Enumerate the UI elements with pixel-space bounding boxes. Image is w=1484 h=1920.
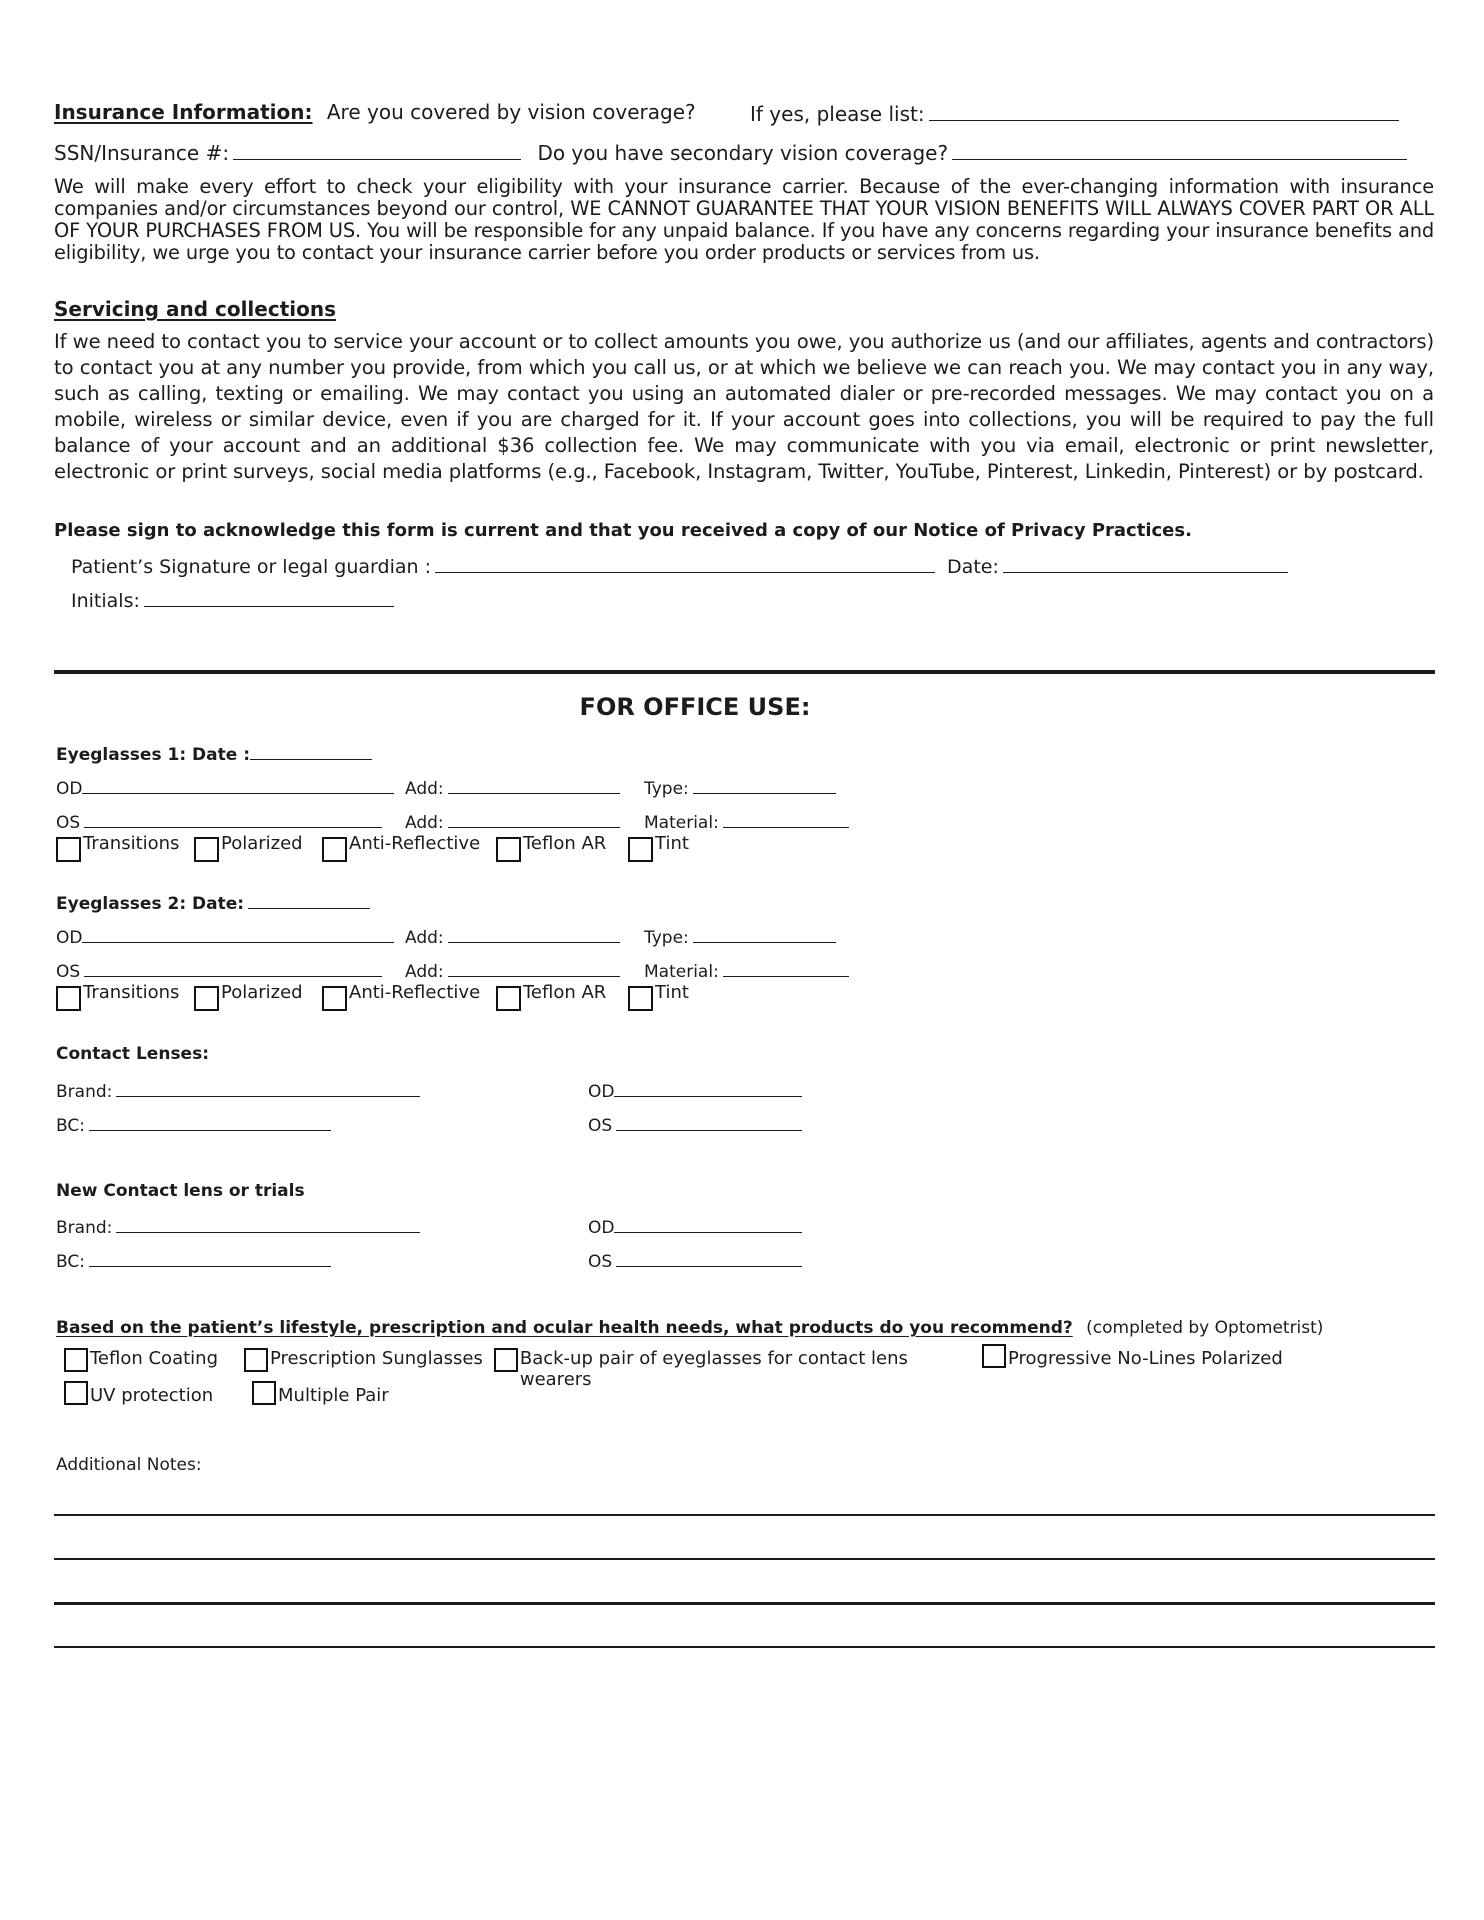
signature-row — [71, 553, 1288, 578]
checkbox-icon[interactable] — [496, 837, 521, 862]
add-label: Add: — [405, 779, 444, 799]
contact-od-row — [588, 1079, 802, 1102]
notes-line[interactable] — [54, 1646, 1435, 1648]
recommend-backup-pair[interactable] — [494, 1348, 982, 1390]
eyeglasses-2-date-field[interactable] — [248, 891, 370, 909]
eyeglasses-1-add-os — [405, 810, 620, 833]
eyeglasses-2-material — [644, 959, 849, 982]
option-label: Tint — [655, 982, 689, 1003]
coverage-list-row — [750, 100, 1399, 126]
contact-os-row — [588, 1113, 802, 1136]
option-label: Teflon AR — [523, 982, 607, 1003]
eyeglasses-2-os-field[interactable] — [84, 959, 382, 977]
notes-line[interactable] — [54, 1558, 1435, 1560]
material-label: Material: — [644, 962, 719, 982]
os-label: OS — [56, 813, 81, 833]
secondary-coverage-field[interactable] — [952, 139, 1407, 160]
brand-label: Brand: — [56, 1218, 113, 1238]
type-label: Type: — [644, 779, 689, 799]
eyeglasses-1-date-field[interactable] — [250, 742, 372, 760]
add-label: Add: — [405, 928, 444, 948]
eyeglasses-1-od-row — [56, 776, 394, 799]
servicing-body: If we need to contact you to service your account or to collect amounts you owe, you authorize us (and our affiliates, agents and contractors) to contact you at any number you provide, from which you call us, or at which we believe we can reach you. We may contact you in any way, such as calling, texting or emailing. We may contact you using an automated dialer or pre-recorded messages. We may contact you on a mobile, wireless or similar device, even if you are charged for it. If your account goes into collections, you will be required to pay the full balance of your account and an additional $36 collection fee. We may communicate with you via email, electronic or print newsletter, electronic or print surveys, social media platforms (e.g., Facebook, Instagram, Twitter, YouTube, Pinterest, Linkedin, Pinterest) or by postcard. — [54, 330, 1434, 483]
bc-label: BC: — [56, 1252, 85, 1272]
option-label: Transitions — [83, 982, 180, 1003]
recommend-options-row-1 — [64, 1348, 1283, 1390]
new-contact-od-field[interactable] — [614, 1215, 802, 1233]
notes-line[interactable] — [54, 1602, 1435, 1605]
option-label: Progressive No-Lines Polarized — [1008, 1348, 1283, 1369]
servicing-heading: Servicing and collections — [54, 297, 336, 321]
contact-od-field[interactable] — [614, 1079, 802, 1097]
initials-row — [71, 587, 394, 612]
eyeglasses-2-os-row — [56, 959, 382, 982]
bc-label: BC: — [56, 1116, 85, 1136]
recommend-row — [56, 1318, 1323, 1338]
option-tint[interactable] — [628, 982, 689, 1011]
eyeglasses-1-material — [644, 810, 849, 833]
option-label: Polarized — [221, 833, 303, 854]
eyeglasses-2-options — [56, 982, 689, 1011]
coverage-list-field[interactable] — [929, 100, 1399, 121]
od-label: OD — [588, 1082, 615, 1102]
recommend-uv-protection[interactable] — [64, 1385, 252, 1406]
option-label: Polarized — [221, 982, 303, 1003]
eyeglasses-1-options — [56, 833, 689, 862]
add-label: Add: — [405, 962, 444, 982]
recommend-teflon-coating[interactable] — [64, 1348, 244, 1372]
option-label: Prescription Sunglasses — [270, 1348, 483, 1369]
option-tint[interactable] — [628, 833, 689, 862]
option-label: Tint — [655, 833, 689, 854]
option-polarized[interactable] — [194, 833, 322, 862]
office-use-title: FOR OFFICE USE: — [579, 693, 811, 721]
eyeglasses-2-heading — [56, 891, 370, 914]
os-label: OS — [588, 1252, 613, 1272]
ssn-field[interactable] — [233, 139, 521, 160]
checkbox-icon[interactable] — [628, 986, 653, 1011]
recommend-multiple-pair[interactable] — [252, 1385, 389, 1406]
new-contact-brand-row — [56, 1215, 420, 1238]
signature-label: Patient’s Signature or legal guardian : — [71, 556, 431, 578]
os-label: OS — [588, 1116, 613, 1136]
checkbox-icon[interactable] — [194, 986, 219, 1011]
checkbox-icon[interactable] — [252, 1381, 276, 1405]
eyeglasses-1-type — [644, 776, 836, 799]
eyeglasses-2-type-field[interactable] — [693, 925, 836, 943]
contact-os-field[interactable] — [616, 1113, 802, 1131]
eyeglasses-2-material-field[interactable] — [723, 959, 849, 977]
eyeglasses-2-add-os — [405, 959, 620, 982]
new-contact-bc-field[interactable] — [89, 1249, 331, 1267]
option-label: UV protection — [90, 1385, 214, 1406]
insurance-row-1 — [54, 100, 696, 124]
secondary-coverage-label: Do you have secondary vision coverage? — [537, 141, 949, 165]
ssn-label: SSN/Insurance #: — [54, 141, 230, 165]
eyeglasses-1-date-label: Eyeglasses 1: Date : — [56, 745, 250, 765]
checkbox-icon[interactable] — [56, 837, 81, 862]
recommend-question: Based on the patient’s lifestyle, prescription and ocular health needs, what products do you recommend? — [56, 1318, 1073, 1338]
option-anti-reflective[interactable] — [322, 982, 496, 1011]
new-contact-os-field[interactable] — [616, 1249, 802, 1267]
contact-lenses-heading: Contact Lenses: — [56, 1044, 210, 1064]
option-anti-reflective[interactable] — [322, 833, 496, 862]
insurance-row-2 — [54, 139, 1407, 165]
od-label: OD — [588, 1218, 615, 1238]
recommend-progressive-polarized[interactable] — [982, 1348, 1283, 1369]
option-teflon-ar[interactable] — [496, 833, 628, 862]
od-label: OD — [56, 928, 83, 948]
eyeglasses-2-add-od — [405, 925, 620, 948]
checkbox-icon[interactable] — [64, 1381, 88, 1405]
recommend-note: (completed by Optometrist) — [1086, 1318, 1324, 1338]
recommend-prescription-sunglasses[interactable] — [244, 1348, 494, 1372]
acknowledge-statement: Please sign to acknowledge this form is current and that you received a copy of our Notice of Privacy Practices. — [54, 520, 1192, 541]
option-label: Anti-Reflective — [349, 833, 481, 854]
contact-bc-field[interactable] — [89, 1113, 331, 1131]
new-contact-heading: New Contact lens or trials — [56, 1181, 305, 1201]
insurance-heading: Insurance Information: — [54, 100, 313, 124]
checkbox-icon[interactable] — [56, 986, 81, 1011]
eyeglasses-1-os-row — [56, 810, 382, 833]
option-label: Back-up pair of eyeglasses for contact lens wearers — [519, 1348, 908, 1390]
os-label: OS — [56, 962, 81, 982]
eyeglasses-1-material-field[interactable] — [723, 810, 849, 828]
material-label: Material: — [644, 813, 719, 833]
checkbox-icon[interactable] — [194, 837, 219, 862]
new-contact-bc-row — [56, 1249, 331, 1272]
signature-date-field[interactable] — [1003, 553, 1288, 573]
checkbox-icon[interactable] — [322, 986, 347, 1011]
new-contact-brand-field[interactable] — [116, 1215, 420, 1233]
checkbox-icon[interactable] — [496, 986, 521, 1011]
eyeglasses-2-od-row — [56, 925, 394, 948]
if-yes-label: If yes, please list: — [750, 102, 925, 126]
eyeglasses-2-date-label: Eyeglasses 2: Date: — [56, 894, 245, 914]
eyeglasses-1-type-field[interactable] — [693, 776, 836, 794]
contact-brand-row — [56, 1079, 420, 1102]
option-label: Anti-Reflective — [349, 982, 481, 1003]
eyeglasses-2-type — [644, 925, 836, 948]
option-polarized[interactable] — [194, 982, 322, 1011]
checkbox-icon[interactable] — [982, 1344, 1006, 1368]
od-label: OD — [56, 779, 83, 799]
eyeglasses-1-add-od — [405, 776, 620, 799]
recommend-options-row-2 — [64, 1385, 389, 1406]
checkbox-icon[interactable] — [494, 1348, 518, 1372]
eyeglasses-2-add-od-field[interactable] — [448, 925, 620, 943]
option-label: Teflon AR — [523, 833, 607, 854]
checkbox-icon[interactable] — [322, 837, 347, 862]
initials-label: Initials: — [71, 590, 140, 612]
contact-bc-row — [56, 1113, 331, 1136]
insurance-disclaimer: We will make every effort to check your eligibility with your insurance carrier. Because of the ever-changing information with insurance companies and/or circumstances beyond our control, WE CANNOT GUARANTEE THAT YOUR VISION BENEFITS WILL ALWAYS COVER PART OR ALL OF YOUR PURCHASES FROM US. You will be responsible for any unpaid balance. If you have any concerns regarding your insurance benefits and eligibility, we urge you to contact your insurance carrier before you order products or services from us. — [54, 175, 1434, 264]
type-label: Type: — [644, 928, 689, 948]
eyeglasses-2-add-os-field[interactable] — [448, 959, 620, 977]
option-label: Multiple Pair — [278, 1385, 389, 1406]
option-teflon-ar[interactable] — [496, 982, 628, 1011]
option-label: Teflon Coating — [90, 1348, 218, 1369]
add-label: Add: — [405, 813, 444, 833]
additional-notes-label: Additional Notes: — [56, 1455, 202, 1475]
checkbox-icon[interactable] — [628, 837, 653, 862]
eyeglasses-2-od-field[interactable] — [82, 925, 394, 943]
coverage-question: Are you covered by vision coverage? — [326, 100, 696, 124]
option-transitions[interactable] — [56, 982, 194, 1011]
notes-line[interactable] — [54, 1514, 1435, 1516]
eyeglasses-1-add-os-field[interactable] — [448, 810, 620, 828]
eyeglasses-1-od-field[interactable] — [82, 776, 394, 794]
signature-field[interactable] — [435, 553, 935, 573]
eyeglasses-1-heading — [56, 742, 372, 765]
option-transitions[interactable] — [56, 833, 194, 862]
option-label: Transitions — [83, 833, 180, 854]
new-contact-od-row — [588, 1215, 802, 1238]
brand-label: Brand: — [56, 1082, 113, 1102]
initials-field[interactable] — [144, 587, 394, 607]
checkbox-icon[interactable] — [244, 1348, 268, 1372]
signature-date-label: Date: — [947, 556, 999, 578]
contact-brand-field[interactable] — [116, 1079, 420, 1097]
eyeglasses-1-os-field[interactable] — [84, 810, 382, 828]
checkbox-icon[interactable] — [64, 1348, 88, 1372]
eyeglasses-1-add-od-field[interactable] — [448, 776, 620, 794]
new-contact-os-row — [588, 1249, 802, 1272]
section-divider — [54, 670, 1435, 674]
